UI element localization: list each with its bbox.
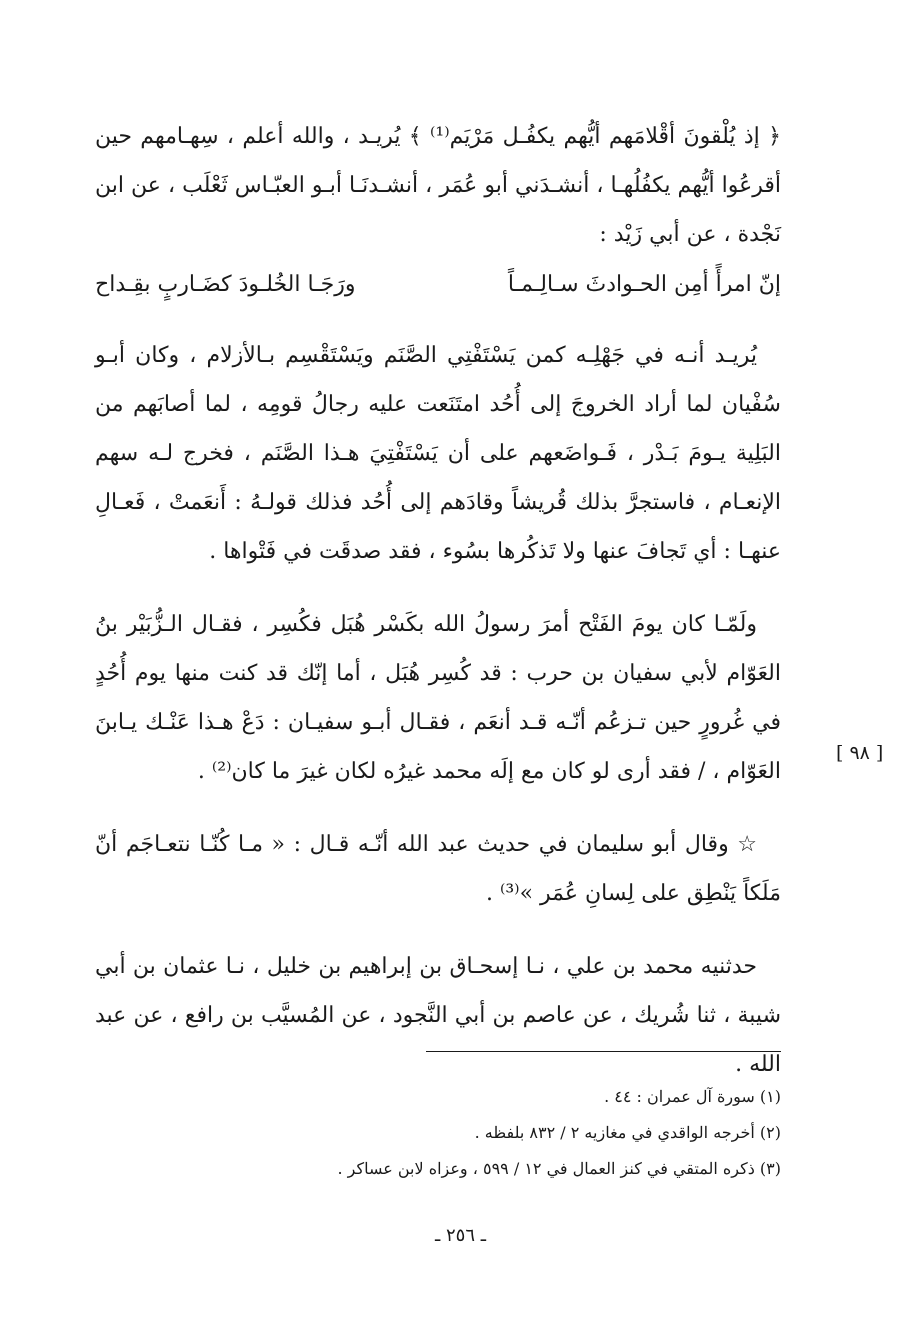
paragraph-quran-verse: ﴿ إذ يُلْقونَ أقْلامَهم أيُّهم يكفُـل مَرْيَم⁽¹⁾ ﴾ يُريـد ، والله أعلم ، سِهـامهم حين أقرعُوا أيُّهم يكفُلُهـا ، أنشـدَني أبو عُمَر ، أنشـدنَـا أبـو العبّـاس ثَعْلَب ، عن ابن نَجْدة ، عن أبي زَيْد : <box>95 124 781 247</box>
poetry-verse <box>95 265 781 305</box>
page-number: ـ ٢٥٦ ـ <box>434 1225 486 1246</box>
footnote-3: (٣) ذكره المتقي في كنز العمال في ١٢ / ٥٩٩ ، وعزاه لابن عساكر . <box>337 1159 781 1178</box>
footnote-2: (٢) أخرجه الواقدي في مغازيه ٢ / ٨٣٢ بلفظه . <box>474 1123 781 1142</box>
main-text <box>95 112 781 1089</box>
paragraph-isnad: حدثنيه محمد بن علي ، نـا إسحـاق بن إبراهيم بن خليل ، نـا عثمان بن أبي شيبة ، ثنا شُريك ، عن عاصم بن أبي النَّجود ، عن المُسيَّب بن رافع ، عن عبد الله . <box>95 954 781 1077</box>
paragraph-hadith: ☆ وقال أبو سليمان في حديث عبد الله أنّـه قـال : « مـا كُنّـا نتعـاجَم أنّ مَلَكاً يَنْطِق على لِسانِ عُمَر »⁽³⁾ . <box>95 832 781 906</box>
margin-page-reference: [ ٩٨ ] <box>836 742 884 764</box>
footnote-divider <box>426 1051 781 1052</box>
footnotes <box>200 1079 781 1187</box>
footnote-1: (١) سورة آل عمران : ٤٤ . <box>604 1087 781 1106</box>
verse-hemistich-second: ورَجَـا الخُلـودَ كضَـاربٍ بقِـداح <box>95 272 356 297</box>
paragraph-abu-sufyan: يُريـد أنـه في جَهْلِـه كمن يَسْتَفْتِي الصَّنَم ويَسْتَقْسِم بـالأزلام ، وكان أبـو سُفْيان لما أراد الخروجَ إلى أُحُد امتَنَعت عليه رجالُ قومِه ، لما أصابَهم من البَلِية يـومَ بَـدْر ، فَـواضَعهم على أن يَسْتَفْتِيَ هـذا الصَّنَم ، فخرج لـه سهم الإنعـام ، فاستجرَّ بذلك قُريشاً وقادَهم إلى أُحُد فذلك قولـهُ : أَنعَمتْ ، فَعـالِ عنهـا : أي تَجافَ عنها ولا تَذكُرها بسُوء ، فقد صدقَت في فَتْواها . <box>95 343 781 564</box>
paragraph-fath: ولَمّـا كان يومَ الفَتْح أمرَ رسولُ الله بكَسْر هُبَل فكُسِر ، فقـال الـزُّبَيْر بنُ العَوّام لأبي سفيان بن حرب : قد كُسِر هُبَل ، أما إنّك قد كنت منها يوم أُحُدٍ في غُرورٍ حين تـزعُم أنّـه قـد أنعَم ، فقـال أبـو سفيـان : دَعْ هـذا عَنْـك يـابنَ العَوّام ، / فقد أرى لو كان مع إلَه محمد غيرُه لكان غيرَ ما كان⁽²⁾ . <box>95 612 781 784</box>
verse-hemistich-first: إنّ امرأً أمِن الحـوادثَ سـالِـمـاً <box>507 272 781 297</box>
